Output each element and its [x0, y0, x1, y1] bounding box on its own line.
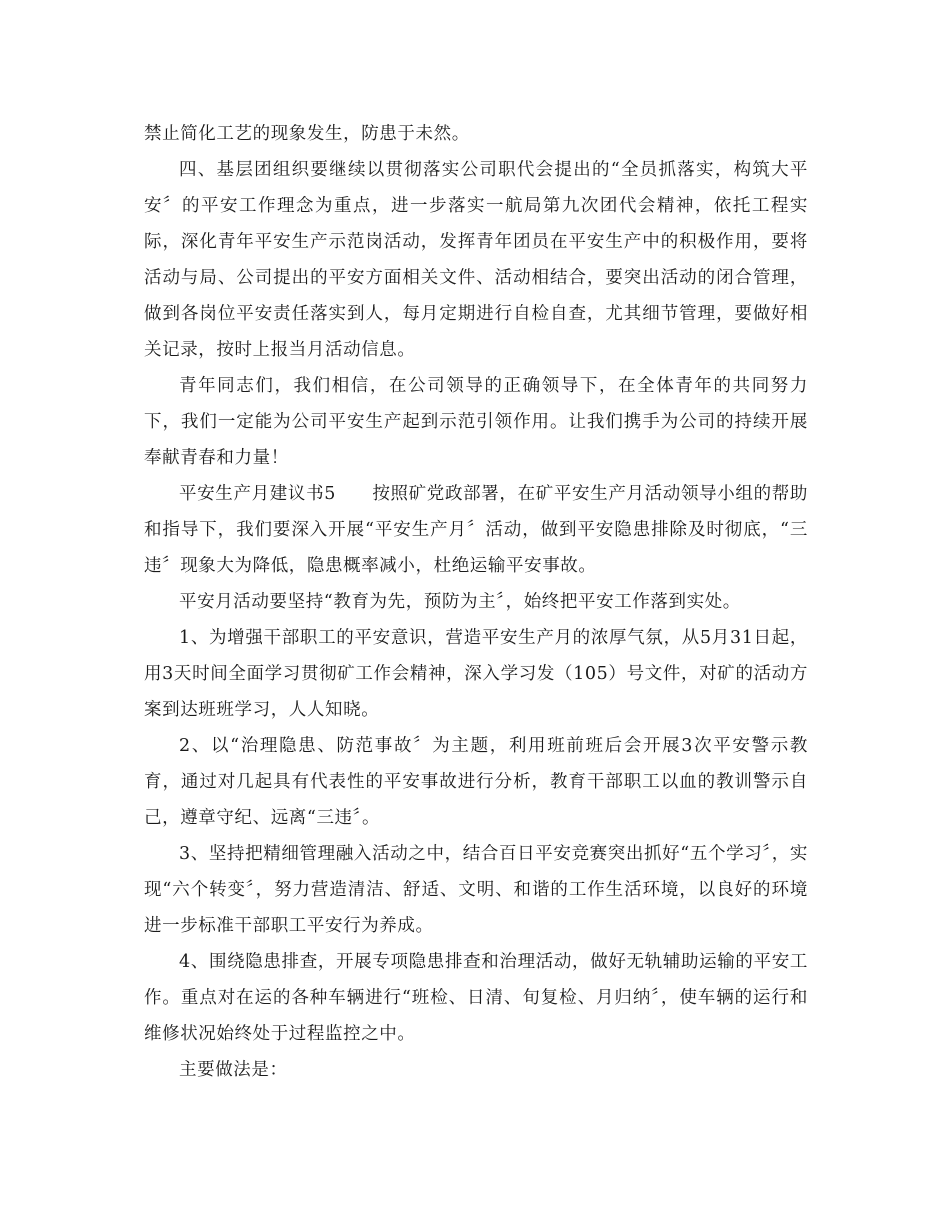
- paragraph-main-methods: 主要做法是：: [179, 1060, 288, 1080]
- paragraph-proposal-five: 平安生产月建议书5 按照矿党政部署，在矿平安生产月活动领导小组的帮助和指导下，我们要深入开展“平安生产月〞活动，做到平安隐患排除及时彻底，“三违〞现象大为降低，隐患概率减小，杜绝运输平安事故。: [144, 484, 808, 576]
- document-body: [144, 116, 808, 1088]
- paragraph-youth-appeal: 青年同志们，我们相信，在公司领导的正确领导下，在全体青年的共同努力下，我们一定能为公司平安生产起到示范引领作用。让我们携手为公司的持续开展奉献青春和力量！: [144, 376, 808, 468]
- paragraph-item-2: 2、以“治理隐患、防范事故〞为主题，利用班前班后会开展3次平安警示教育，通过对几起具有代表性的平安事故进行分析，教育干部职工以血的教训警示自己，遵章守纪、远离“三违〞。: [144, 736, 808, 828]
- paragraph-item-4: 4、围绕隐患排查，开展专项隐患排查和治理活动，做好无轨辅助运输的平安工作。重点对在运的各种车辆进行“班检、日清、旬复检、月归纳〞，使车辆的运行和维修状况始终处于过程监控之中。: [144, 952, 808, 1044]
- paragraph-safety-month-principle: 平安月活动要坚持“教育为先，预防为主〞，始终把平安工作落到实处。: [179, 592, 741, 612]
- paragraph-item-3: 3、坚持把精细管理融入活动之中，结合百日平安竞赛突出抓好“五个学习〞，实现“六个转变〞，努力营造清洁、舒适、文明、和谐的工作生活环境，以良好的环境进一步标准干部职工平安行为养成。: [144, 844, 808, 936]
- paragraph-section-four: 四、基层团组织要继续以贯彻落实公司职代会提出的“全员抓落实，构筑大平安〞的平安工作理念为重点，进一步落实一航局第九次团代会精神，依托工程实际，深化青年平安生产示范岗活动，发挥青年团员在平安生产中的积极作用，要将活动与局、公司提出的平安方面相关文件、活动相结合，要突出活动的闭合管理，做到各岗位平安责任落实到人，每月定期进行自检自查，尤其细节管理，要做好相关记录，按时上报当月活动信息。: [144, 160, 808, 360]
- paragraph-continuation: 禁止简化工艺的现象发生，防患于未然。: [144, 124, 470, 144]
- paragraph-item-1: 1、为增强干部职工的平安意识，营造平安生产月的浓厚气氛，从5月31日起，用3天时间全面学习贯彻矿工作会精神，深入学习发（105）号文件，对矿的活动方案到达班班学习，人人知晓。: [144, 628, 808, 720]
